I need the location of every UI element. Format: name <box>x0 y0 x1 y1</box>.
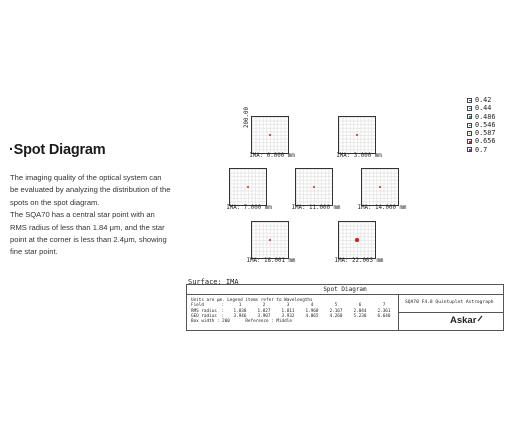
table-cell: 2.044 <box>353 308 367 314</box>
table-cell: 1.968 <box>305 308 319 314</box>
row-label: GEO radius <box>191 313 217 319</box>
legend-swatch-icon <box>467 114 472 119</box>
legend-label: 0.587 <box>475 129 496 138</box>
description-paragraph: The SQA70 has a central star point with an RMS radius of less than 1.84 μm, and the star point at the corner is less than 2.4μm, showing fine star point. <box>10 210 167 257</box>
spot-panel-6 <box>251 221 289 259</box>
reference: Reference : Middle <box>245 319 292 325</box>
legend-item <box>467 121 495 129</box>
table-cell: 4.065 <box>305 313 319 319</box>
legend-item <box>467 137 495 145</box>
row-label: Field <box>191 303 204 309</box>
legend-swatch-icon <box>467 131 472 136</box>
radius-table <box>191 298 396 324</box>
legend-swatch-icon <box>467 139 472 144</box>
spot <box>379 186 381 188</box>
table-cell: 4.260 <box>329 313 343 319</box>
spot-panel-5 <box>361 168 399 206</box>
field-label: IMA: 11.000 mm <box>291 205 341 211</box>
table-row: RMS radius : 1.838 1.827 1.811 1.968 2.167 2.044 2.361 <box>191 309 396 314</box>
wavelength-legend <box>467 96 495 154</box>
field-label: IMA: 14.000 mm <box>357 205 407 211</box>
brand-swoosh-icon <box>477 315 483 322</box>
table-cell: 3.946 <box>233 313 247 319</box>
legend-swatch-icon <box>467 147 472 152</box>
legend-label: 0.44 <box>475 104 492 113</box>
table-cell: 7 <box>382 303 386 309</box>
product-title: SQA70 F4.8 Quintuplet Astrograph <box>405 300 494 305</box>
brand-name: Askar <box>450 315 477 326</box>
field-label: IMA: 22.003 mm <box>334 258 384 264</box>
divider <box>399 312 503 313</box>
table-row: GEO radius : 3.946 3.907 3.932 4.065 4.260 5.230 6.640 <box>191 314 396 319</box>
info-footer <box>186 284 504 331</box>
legend-label: 0.656 <box>475 137 496 146</box>
table-cell: 3.932 <box>281 313 295 319</box>
spot <box>313 186 315 188</box>
field-label: IMA: 0.000 mm <box>249 153 295 159</box>
description <box>10 172 172 259</box>
spot <box>355 238 358 242</box>
section-heading: ·Spot Diagram <box>9 142 106 158</box>
table-cell: 2.361 <box>377 308 391 314</box>
radius-values-table <box>191 303 396 319</box>
legend-swatch-icon <box>467 106 472 111</box>
table-cell: 3 <box>286 303 290 309</box>
field-label: IMA: 18.001 mm <box>246 258 296 264</box>
spot <box>356 134 358 136</box>
table-cell: 1.827 <box>257 308 271 314</box>
spot-panel-2 <box>338 116 376 154</box>
scale-label: 200.00 <box>244 107 250 128</box>
field-label: IMA: 7.000 mm <box>226 205 272 211</box>
spot <box>269 239 271 241</box>
legend-item <box>467 129 495 137</box>
table-cell: 3.907 <box>257 313 271 319</box>
units-note: Units are µm. Legend items refer to Wavelengths <box>191 298 313 303</box>
legend-label: 0.546 <box>475 120 496 129</box>
legend-label: 0.42 <box>475 96 492 104</box>
spot-panel-1 <box>251 116 289 154</box>
box-width: Box width : 200 <box>191 319 230 325</box>
table-cell: 2 <box>262 303 266 309</box>
table-cell: 1 <box>238 303 242 309</box>
footer-title: Spot Diagram <box>187 285 503 295</box>
table-cell: 5.230 <box>353 313 367 319</box>
spot-panel-4 <box>295 168 333 206</box>
product-box <box>398 295 503 331</box>
row-label: RMS radius <box>191 308 217 314</box>
table-cell: 6.640 <box>377 313 391 319</box>
table-row: Field : 1 2 3 4 5 6 7 <box>191 303 396 308</box>
spot <box>247 186 249 188</box>
spot <box>269 134 271 136</box>
legend-item <box>467 113 495 121</box>
spot-panel-3 <box>229 168 267 206</box>
legend-item <box>467 146 495 154</box>
table-cell: 6 <box>358 303 362 309</box>
legend-swatch-icon <box>467 123 472 128</box>
description-paragraph: The imaging quality of the optical system can be evaluated by analyzing the distribution of the spots on the spot diagram. <box>10 173 171 207</box>
table-cell: 2.167 <box>329 308 343 314</box>
spot-panel-7 <box>338 221 376 259</box>
table-cell: 5 <box>334 303 338 309</box>
brand-logo <box>450 315 483 326</box>
legend-item <box>467 104 495 112</box>
footer-body <box>187 295 503 331</box>
legend-item <box>467 96 495 104</box>
field-label: IMA: 3.000 mm <box>336 153 382 159</box>
table-cell: 1.811 <box>281 308 295 314</box>
settings-line <box>191 319 396 324</box>
legend-swatch-icon <box>467 98 472 103</box>
legend-label: 0.486 <box>475 112 496 121</box>
table-cell: 1.838 <box>233 308 247 314</box>
surface-label: Surface: IMA <box>188 278 239 286</box>
table-cell: 4 <box>310 303 314 309</box>
legend-label: 0.7 <box>475 145 488 154</box>
